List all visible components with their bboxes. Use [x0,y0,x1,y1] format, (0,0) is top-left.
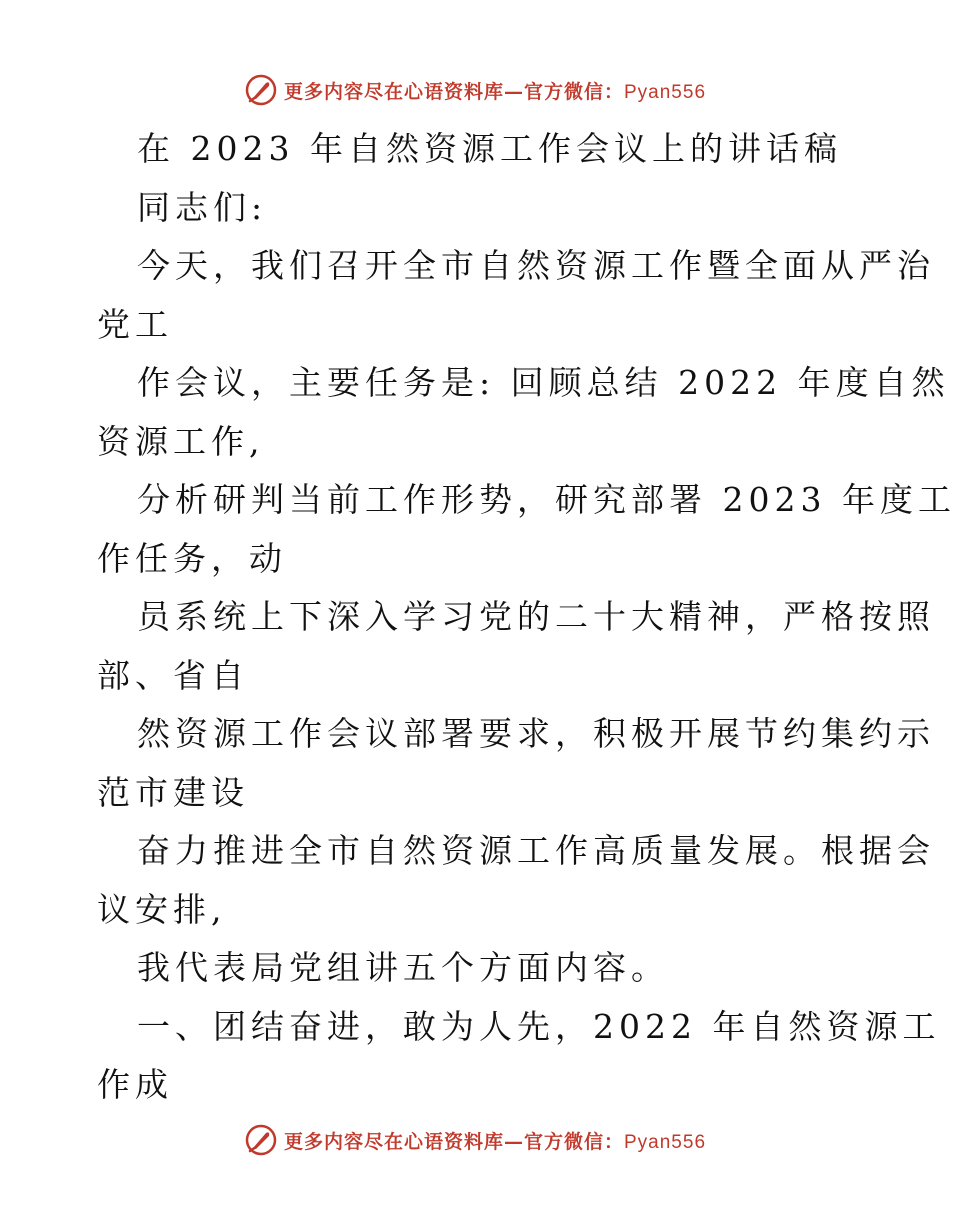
feather-pen-logo-icon [244,73,278,107]
footer-banner-slogan: 更多内容尽在心语资料库—官方微信： [283,1130,624,1153]
paragraph-line: 分析研判当前工作形势，研究部署 2023 年度工 [137,480,956,519]
header-banner-slogan: 更多内容尽在心语资料库—官方微信： [283,80,624,103]
document-title: 在 2023 年自然资源工作会议上的讲话稿 [137,129,842,168]
salutation: 同志们: [137,187,268,227]
footer-banner [0,1120,950,1160]
header-banner-text [284,77,706,104]
paragraph-line: 作会议，主要任务是: 回顾总结 2022 年度自然 [137,363,950,402]
paragraph-line: 党工 [97,304,173,344]
paragraph-line: 议安排, [97,889,227,929]
paragraph-line: 奋力推进全市自然资源工作高质量发展。根据会 [137,831,935,870]
paragraph-line: 部、省自 [97,655,249,695]
paragraph-line: 员系统上下深入学习党的二十大精神，严格按照 [137,597,935,636]
header-banner [0,70,950,110]
header-banner-wechat-id: Pyan556 [624,81,707,103]
paragraph-line: 作任务，动 [97,538,287,578]
section-heading-continued: 作成 [97,1065,173,1104]
paragraph-line: 今天，我们召开全市自然资源工作暨全面从严治 [137,246,935,285]
paragraph-line: 范市建设 [97,772,249,812]
document-body [97,120,956,1115]
feather-pen-logo-icon [244,1123,278,1157]
footer-banner-wechat-id: Pyan556 [624,1131,707,1153]
paragraph-line: 然资源工作会议部署要求，积极开展节约集约示 [137,714,935,753]
paragraph-line: 我代表局党组讲五个方面内容。 [137,948,669,987]
section-heading: 一、团结奋进，敢为人先，2022 年自然资源工 [137,1006,941,1046]
paragraph-line: 资源工作, [97,421,265,461]
footer-banner-text [284,1127,706,1154]
